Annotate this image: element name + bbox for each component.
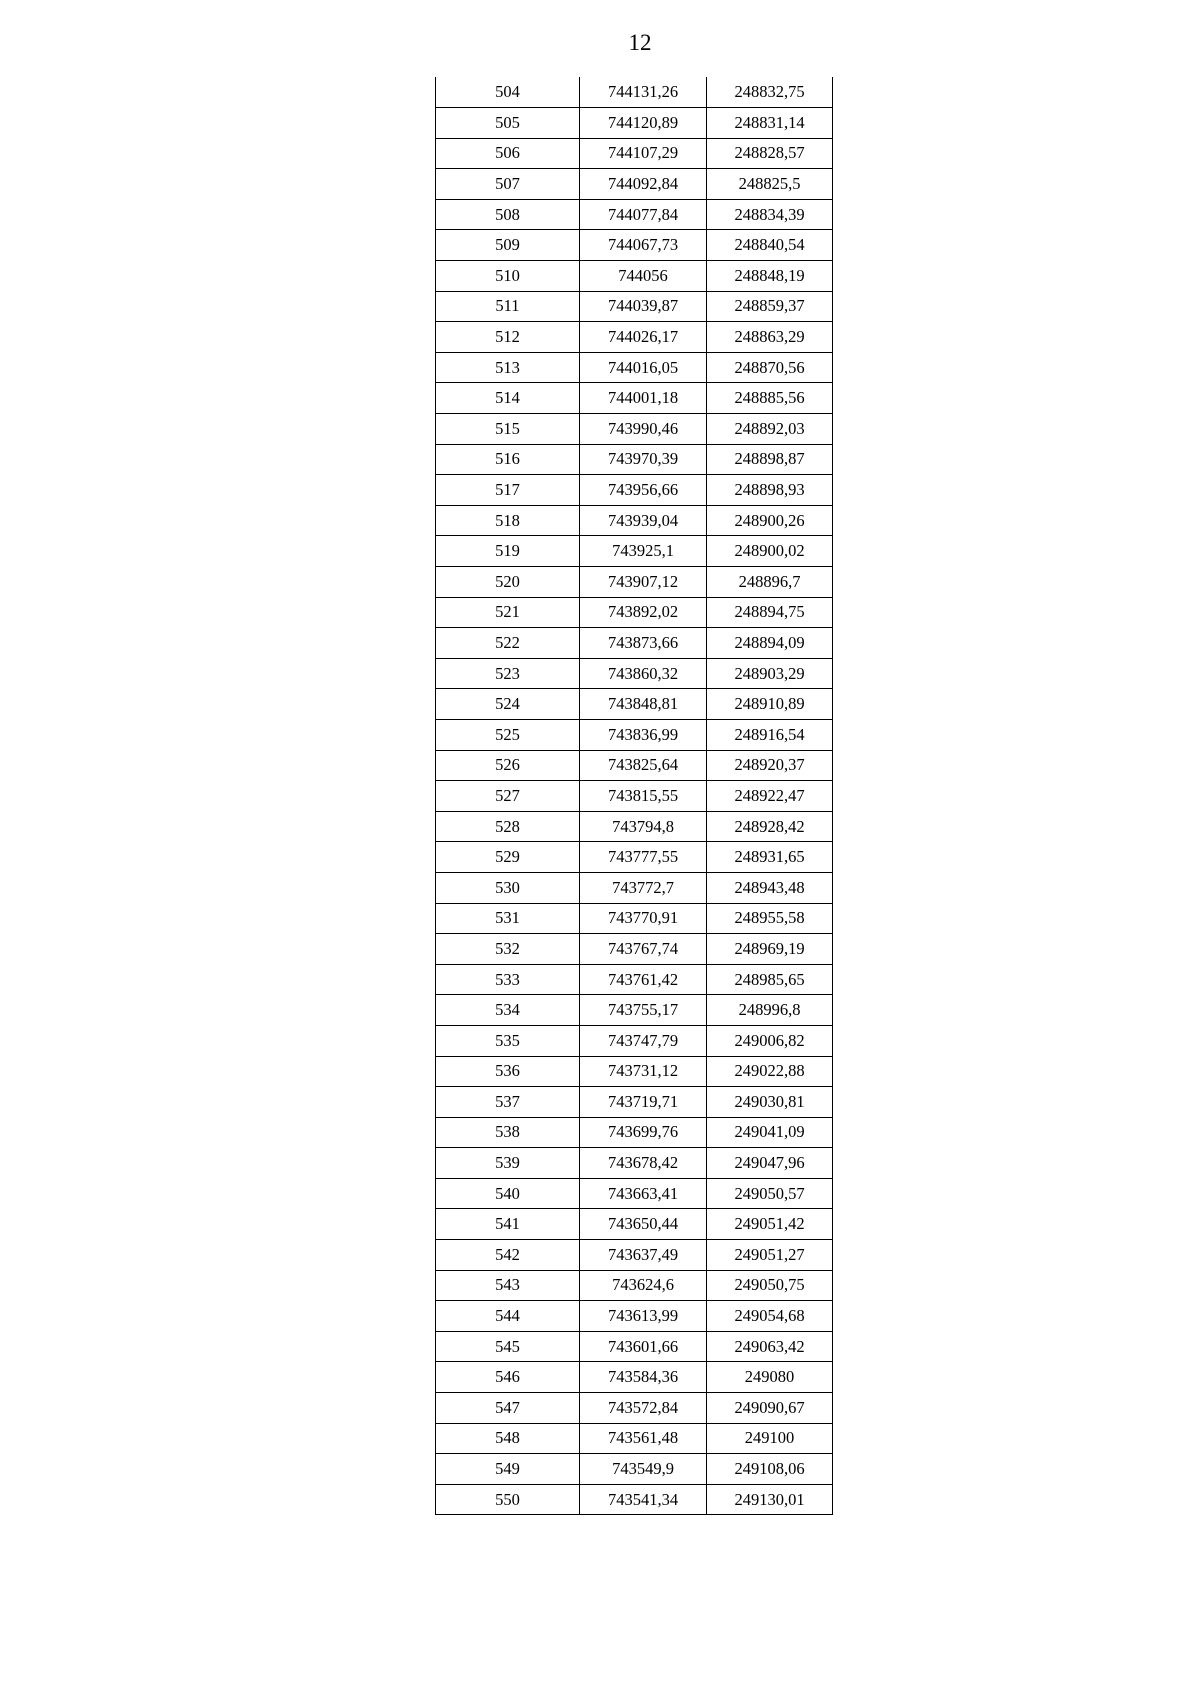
x-coordinate-cell: 743836,99 bbox=[580, 719, 707, 750]
x-coordinate-cell: 743939,04 bbox=[580, 505, 707, 536]
table-row bbox=[436, 964, 833, 995]
x-coordinate-cell: 744067,73 bbox=[580, 230, 707, 261]
y-coordinate-cell: 248928,42 bbox=[707, 811, 833, 842]
x-coordinate-cell: 743873,66 bbox=[580, 628, 707, 659]
table-row bbox=[436, 1148, 833, 1179]
y-coordinate-cell: 248834,39 bbox=[707, 199, 833, 230]
y-coordinate-cell: 248894,09 bbox=[707, 628, 833, 659]
table-row bbox=[436, 567, 833, 598]
table-row bbox=[436, 1362, 833, 1393]
point-number-cell: 522 bbox=[436, 628, 580, 659]
point-number-cell: 507 bbox=[436, 169, 580, 200]
table-row bbox=[436, 1423, 833, 1454]
x-coordinate-cell: 743860,32 bbox=[580, 658, 707, 689]
x-coordinate-cell: 744131,26 bbox=[580, 77, 707, 108]
x-coordinate-cell: 743637,49 bbox=[580, 1240, 707, 1271]
y-coordinate-cell: 249080 bbox=[707, 1362, 833, 1393]
point-number-cell: 511 bbox=[436, 291, 580, 322]
x-coordinate-cell: 743956,66 bbox=[580, 475, 707, 506]
point-number-cell: 544 bbox=[436, 1301, 580, 1332]
point-number-cell: 528 bbox=[436, 811, 580, 842]
y-coordinate-cell: 249063,42 bbox=[707, 1331, 833, 1362]
y-coordinate-cell: 248903,29 bbox=[707, 658, 833, 689]
point-number-cell: 549 bbox=[436, 1454, 580, 1485]
page-number: 12 bbox=[628, 30, 652, 55]
y-coordinate-cell: 248900,02 bbox=[707, 536, 833, 567]
point-number-cell: 519 bbox=[436, 536, 580, 567]
y-coordinate-cell: 248898,87 bbox=[707, 444, 833, 475]
point-number-cell: 520 bbox=[436, 567, 580, 598]
point-number-cell: 531 bbox=[436, 903, 580, 934]
point-number-cell: 514 bbox=[436, 383, 580, 414]
y-coordinate-cell: 248870,56 bbox=[707, 352, 833, 383]
table-row bbox=[436, 230, 833, 261]
table-row bbox=[436, 781, 833, 812]
table-row bbox=[436, 1025, 833, 1056]
point-number-cell: 504 bbox=[436, 77, 580, 108]
point-number-cell: 525 bbox=[436, 719, 580, 750]
point-number-cell: 546 bbox=[436, 1362, 580, 1393]
x-coordinate-cell: 743848,81 bbox=[580, 689, 707, 720]
x-coordinate-cell: 743990,46 bbox=[580, 414, 707, 445]
y-coordinate-cell: 248832,75 bbox=[707, 77, 833, 108]
table-row bbox=[436, 322, 833, 353]
point-number-cell: 521 bbox=[436, 597, 580, 628]
table-row bbox=[436, 903, 833, 934]
point-number-cell: 535 bbox=[436, 1025, 580, 1056]
x-coordinate-cell: 743624,6 bbox=[580, 1270, 707, 1301]
coordinates-table-body bbox=[436, 77, 833, 1515]
x-coordinate-cell: 744001,18 bbox=[580, 383, 707, 414]
table-row bbox=[436, 811, 833, 842]
y-coordinate-cell: 249130,01 bbox=[707, 1484, 833, 1515]
point-number-cell: 540 bbox=[436, 1178, 580, 1209]
table-row bbox=[436, 505, 833, 536]
table-row bbox=[436, 597, 833, 628]
y-coordinate-cell: 248896,7 bbox=[707, 567, 833, 598]
y-coordinate-cell: 248931,65 bbox=[707, 842, 833, 873]
point-number-cell: 515 bbox=[436, 414, 580, 445]
point-number-cell: 542 bbox=[436, 1240, 580, 1271]
table-row bbox=[436, 934, 833, 965]
table-row bbox=[436, 1087, 833, 1118]
x-coordinate-cell: 743777,55 bbox=[580, 842, 707, 873]
table-row bbox=[436, 750, 833, 781]
table-row bbox=[436, 1393, 833, 1424]
x-coordinate-cell: 743815,55 bbox=[580, 781, 707, 812]
table-row bbox=[436, 1454, 833, 1485]
y-coordinate-cell: 248825,5 bbox=[707, 169, 833, 200]
y-coordinate-cell: 249051,42 bbox=[707, 1209, 833, 1240]
x-coordinate-cell: 743747,79 bbox=[580, 1025, 707, 1056]
x-coordinate-cell: 743650,44 bbox=[580, 1209, 707, 1240]
x-coordinate-cell: 743761,42 bbox=[580, 964, 707, 995]
table-row bbox=[436, 475, 833, 506]
y-coordinate-cell: 249041,09 bbox=[707, 1117, 833, 1148]
point-number-cell: 513 bbox=[436, 352, 580, 383]
y-coordinate-cell: 249050,57 bbox=[707, 1178, 833, 1209]
table-row bbox=[436, 77, 833, 108]
point-number-cell: 537 bbox=[436, 1087, 580, 1118]
point-number-cell: 543 bbox=[436, 1270, 580, 1301]
x-coordinate-cell: 743767,74 bbox=[580, 934, 707, 965]
table-row bbox=[436, 658, 833, 689]
y-coordinate-cell: 248863,29 bbox=[707, 322, 833, 353]
x-coordinate-cell: 743772,7 bbox=[580, 872, 707, 903]
point-number-cell: 527 bbox=[436, 781, 580, 812]
x-coordinate-cell: 744056 bbox=[580, 261, 707, 292]
x-coordinate-cell: 743572,84 bbox=[580, 1393, 707, 1424]
y-coordinate-cell: 248985,65 bbox=[707, 964, 833, 995]
y-coordinate-cell: 248831,14 bbox=[707, 108, 833, 139]
coordinates-table bbox=[435, 77, 833, 1515]
x-coordinate-cell: 743755,17 bbox=[580, 995, 707, 1026]
x-coordinate-cell: 744016,05 bbox=[580, 352, 707, 383]
table-row bbox=[436, 261, 833, 292]
x-coordinate-cell: 743678,42 bbox=[580, 1148, 707, 1179]
y-coordinate-cell: 248969,19 bbox=[707, 934, 833, 965]
point-number-cell: 532 bbox=[436, 934, 580, 965]
x-coordinate-cell: 743892,02 bbox=[580, 597, 707, 628]
table-row bbox=[436, 1484, 833, 1515]
point-number-cell: 517 bbox=[436, 475, 580, 506]
point-number-cell: 539 bbox=[436, 1148, 580, 1179]
point-number-cell: 534 bbox=[436, 995, 580, 1026]
table-row bbox=[436, 383, 833, 414]
table-row bbox=[436, 1209, 833, 1240]
y-coordinate-cell: 248848,19 bbox=[707, 261, 833, 292]
table-row bbox=[436, 689, 833, 720]
table-row bbox=[436, 108, 833, 139]
table-row bbox=[436, 199, 833, 230]
table-row bbox=[436, 719, 833, 750]
y-coordinate-cell: 249047,96 bbox=[707, 1148, 833, 1179]
x-coordinate-cell: 743770,91 bbox=[580, 903, 707, 934]
point-number-cell: 524 bbox=[436, 689, 580, 720]
point-number-cell: 523 bbox=[436, 658, 580, 689]
x-coordinate-cell: 743584,36 bbox=[580, 1362, 707, 1393]
x-coordinate-cell: 743541,34 bbox=[580, 1484, 707, 1515]
x-coordinate-cell: 743601,66 bbox=[580, 1331, 707, 1362]
y-coordinate-cell: 248916,54 bbox=[707, 719, 833, 750]
point-number-cell: 510 bbox=[436, 261, 580, 292]
point-number-cell: 550 bbox=[436, 1484, 580, 1515]
table-row bbox=[436, 1178, 833, 1209]
x-coordinate-cell: 743719,71 bbox=[580, 1087, 707, 1118]
y-coordinate-cell: 248920,37 bbox=[707, 750, 833, 781]
y-coordinate-cell: 248898,93 bbox=[707, 475, 833, 506]
x-coordinate-cell: 743970,39 bbox=[580, 444, 707, 475]
table-row bbox=[436, 1301, 833, 1332]
y-coordinate-cell: 249006,82 bbox=[707, 1025, 833, 1056]
point-number-cell: 541 bbox=[436, 1209, 580, 1240]
y-coordinate-cell: 248859,37 bbox=[707, 291, 833, 322]
x-coordinate-cell: 744120,89 bbox=[580, 108, 707, 139]
y-coordinate-cell: 249022,88 bbox=[707, 1056, 833, 1087]
point-number-cell: 505 bbox=[436, 108, 580, 139]
table-row bbox=[436, 872, 833, 903]
y-coordinate-cell: 249108,06 bbox=[707, 1454, 833, 1485]
x-coordinate-cell: 744107,29 bbox=[580, 138, 707, 169]
y-coordinate-cell: 248840,54 bbox=[707, 230, 833, 261]
x-coordinate-cell: 744039,87 bbox=[580, 291, 707, 322]
y-coordinate-cell: 248900,26 bbox=[707, 505, 833, 536]
table-row bbox=[436, 1270, 833, 1301]
x-coordinate-cell: 743731,12 bbox=[580, 1056, 707, 1087]
x-coordinate-cell: 743549,9 bbox=[580, 1454, 707, 1485]
point-number-cell: 529 bbox=[436, 842, 580, 873]
point-number-cell: 509 bbox=[436, 230, 580, 261]
y-coordinate-cell: 249030,81 bbox=[707, 1087, 833, 1118]
table-row bbox=[436, 1056, 833, 1087]
table-row bbox=[436, 444, 833, 475]
x-coordinate-cell: 744092,84 bbox=[580, 169, 707, 200]
point-number-cell: 518 bbox=[436, 505, 580, 536]
table-row bbox=[436, 536, 833, 567]
point-number-cell: 526 bbox=[436, 750, 580, 781]
point-number-cell: 512 bbox=[436, 322, 580, 353]
y-coordinate-cell: 249100 bbox=[707, 1423, 833, 1454]
x-coordinate-cell: 743699,76 bbox=[580, 1117, 707, 1148]
table-row bbox=[436, 842, 833, 873]
point-number-cell: 538 bbox=[436, 1117, 580, 1148]
y-coordinate-cell: 248894,75 bbox=[707, 597, 833, 628]
point-number-cell: 516 bbox=[436, 444, 580, 475]
y-coordinate-cell: 248885,56 bbox=[707, 383, 833, 414]
point-number-cell: 508 bbox=[436, 199, 580, 230]
table-row bbox=[436, 995, 833, 1026]
y-coordinate-cell: 248943,48 bbox=[707, 872, 833, 903]
table-row bbox=[436, 1117, 833, 1148]
point-number-cell: 533 bbox=[436, 964, 580, 995]
y-coordinate-cell: 249051,27 bbox=[707, 1240, 833, 1271]
y-coordinate-cell: 248910,89 bbox=[707, 689, 833, 720]
x-coordinate-cell: 744026,17 bbox=[580, 322, 707, 353]
table-row bbox=[436, 352, 833, 383]
x-coordinate-cell: 743794,8 bbox=[580, 811, 707, 842]
table-row bbox=[436, 414, 833, 445]
x-coordinate-cell: 743907,12 bbox=[580, 567, 707, 598]
y-coordinate-cell: 248955,58 bbox=[707, 903, 833, 934]
x-coordinate-cell: 743613,99 bbox=[580, 1301, 707, 1332]
point-number-cell: 530 bbox=[436, 872, 580, 903]
point-number-cell: 506 bbox=[436, 138, 580, 169]
point-number-cell: 536 bbox=[436, 1056, 580, 1087]
y-coordinate-cell: 249090,67 bbox=[707, 1393, 833, 1424]
y-coordinate-cell: 248922,47 bbox=[707, 781, 833, 812]
table-row bbox=[436, 628, 833, 659]
x-coordinate-cell: 744077,84 bbox=[580, 199, 707, 230]
point-number-cell: 545 bbox=[436, 1331, 580, 1362]
x-coordinate-cell: 743561,48 bbox=[580, 1423, 707, 1454]
y-coordinate-cell: 249054,68 bbox=[707, 1301, 833, 1332]
table-row bbox=[436, 138, 833, 169]
table-row bbox=[436, 1240, 833, 1271]
y-coordinate-cell: 248828,57 bbox=[707, 138, 833, 169]
point-number-cell: 548 bbox=[436, 1423, 580, 1454]
table-row bbox=[436, 169, 833, 200]
x-coordinate-cell: 743825,64 bbox=[580, 750, 707, 781]
x-coordinate-cell: 743925,1 bbox=[580, 536, 707, 567]
point-number-cell: 547 bbox=[436, 1393, 580, 1424]
table-row bbox=[436, 1331, 833, 1362]
y-coordinate-cell: 248892,03 bbox=[707, 414, 833, 445]
y-coordinate-cell: 248996,8 bbox=[707, 995, 833, 1026]
table-row bbox=[436, 291, 833, 322]
y-coordinate-cell: 249050,75 bbox=[707, 1270, 833, 1301]
x-coordinate-cell: 743663,41 bbox=[580, 1178, 707, 1209]
